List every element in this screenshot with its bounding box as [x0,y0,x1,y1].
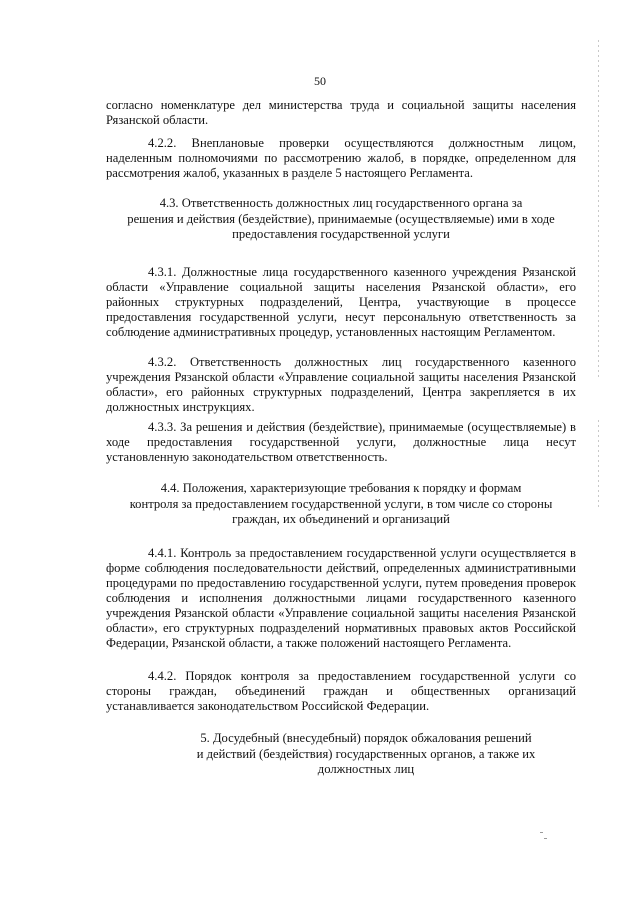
heading-line: 4.4. Положения, характеризующие требования к порядку и формам [160,481,522,495]
heading-line: 4.3. Ответственность должностных лиц государственного органа за [159,196,523,210]
paragraph-text: 4.2.2. Внеплановые проверки осуществляются должностным лицом, наделенным полномочиями по рассмотрению жалоб, в порядке, определенном для рассмотрения жалоб, указанных в разделе 5 настоящего Регламента. [106,136,576,180]
scan-edge-line [598,40,599,380]
heading-line: 5. Досудебный (внесудебный) порядок обжалования решений [200,731,532,745]
paragraph-text: 4.4.1. Контроль за предоставлением государственной услуги осуществляется в форме соблюдения последовательности действий, определенных административными процедурами по предоставлению государственной услуги, путем проведения проверок соблюдения и исполнения должностными лицами государственного казенного учреждения Рязанской области «Управление социальной защиты населения Рязанской области», его структурных подразделений нормативных правовых актов Российской Федерации, Рязанской области, а также положений настоящего Регламента. [106,546,576,650]
section-heading-4-3 [96,196,586,243]
section-heading-5 [146,731,586,778]
paragraph-text: 4.4.2. Порядок контроля за предоставлением государственной услуги со стороны граждан, объединений граждан и общественных организаций устанавливается законодательством Российской Федерации. [106,669,576,713]
heading-line: должностных лиц [317,762,415,776]
paragraph-text: согласно номенклатуре дел министерства труда и социальной защиты населения Рязанской области. [106,98,576,127]
heading-line: граждан, их объединений и организаций [232,512,450,526]
paragraph-4-3-2 [106,355,576,415]
paragraph-text: 4.3.3. За решения и действия (бездействие), принимаемые (осуществляемые) в ходе предоставления государственной услуги, должностные лица несут установленную законодательством ответственность. [106,420,576,464]
scan-edge-line [598,420,599,510]
paragraph-4-3-1 [106,265,576,340]
heading-line: и действий (бездействия) государственных органов, а также их [196,746,536,761]
paragraph-4-4-2 [106,669,576,714]
scan-speck [540,832,543,833]
paragraph-text: 4.3.2. Ответственность должностных лиц государственного казенного учреждения Рязанской области «Управление социальной защиты населения Рязанской области», его районных структурных подразделений, Центра закрепляется в их должностных инструкциях. [106,355,576,414]
heading-line: предоставления государственной услуги [232,227,450,241]
page-number: 50 [314,74,326,88]
paragraph-4-3-3 [106,420,576,465]
heading-line: решения и действия (бездействие), принимаемые (осуществляемые) ими в ходе [127,211,555,226]
section-heading-4-4 [96,481,586,528]
paragraph-continuation [106,98,576,128]
heading-line: контроля за предоставлением государственной услуги, в том числе со стороны [129,496,553,511]
scan-speck [544,838,547,839]
paragraph-4-4-1 [106,546,576,651]
paragraph-4-2-2 [106,136,576,181]
paragraph-text: 4.3.1. Должностные лица государственного казенного учреждения Рязанской области «Управление социальной защиты населения Рязанской области», его районных структурных подразделений, Центра, участвующие в процессе предоставления государственной услуги, несут персональную ответственность за соблюдение административных процедур, установленных настоящим Регламентом. [106,265,576,339]
